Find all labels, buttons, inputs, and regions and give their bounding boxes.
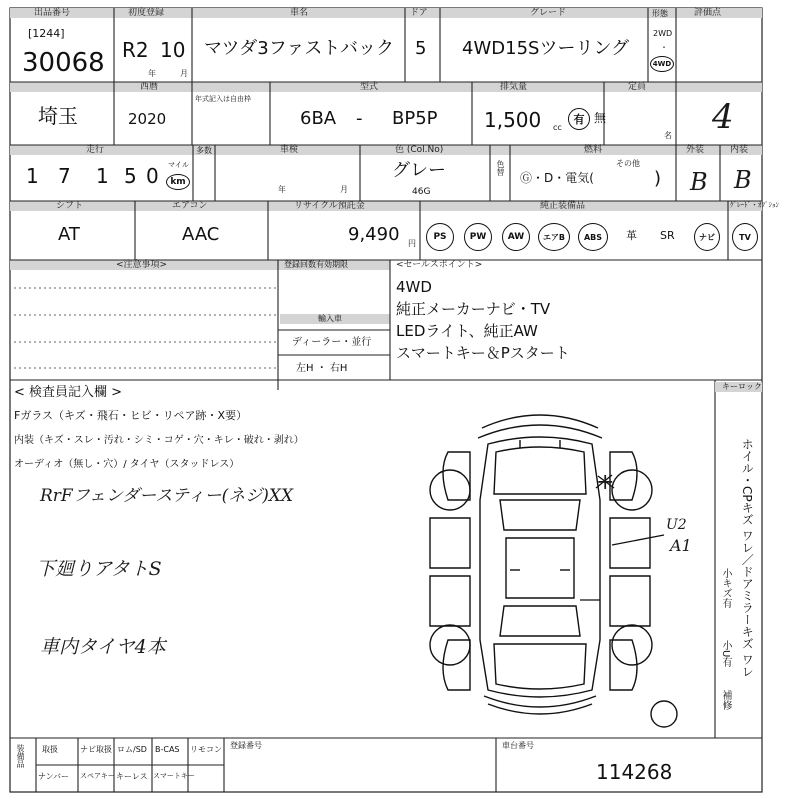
handwritten-note-2: 下廻りアタトS xyxy=(36,558,162,580)
model-prefix: 6BA xyxy=(300,108,337,129)
footer-cell-7: スペアキー xyxy=(80,772,115,780)
equip-airbag: エアB xyxy=(538,223,570,251)
fuel-other: その他 xyxy=(616,159,640,168)
footer-cell-1: 取扱 xyxy=(42,745,58,754)
sakeshi-label: 多数 xyxy=(196,146,212,155)
equip-pw: PW xyxy=(464,223,492,251)
steering-side: 左H ・ 右H xyxy=(296,363,348,374)
car-name: マツダ3ファストバック xyxy=(204,38,395,59)
month-unit: 月 xyxy=(180,69,188,78)
first-reg-label: 初度登録 xyxy=(128,8,165,18)
side-small-3: 補修 xyxy=(720,690,731,710)
car-diagram xyxy=(430,415,677,727)
mileage-label: 走行 xyxy=(86,145,105,155)
import-label: 輸入車 xyxy=(318,314,342,323)
color-label: 色 (Col.No) xyxy=(395,145,444,155)
extra-label: ｸﾞﾚｰﾄﾞ・ｵﾌﾟｼｮﾝ xyxy=(730,201,779,209)
interior-label: 内装 xyxy=(730,145,749,155)
door-type-4wd: 4WD xyxy=(650,56,674,72)
mileage-digit-2: 7 xyxy=(58,164,71,188)
interior-grade: B xyxy=(734,166,752,194)
equip-sr: SR xyxy=(660,229,675,242)
footer-cell-3: ロム/SD xyxy=(117,745,147,754)
side-damage-legend: ホイル・CPキズ ワレ／ドアミラーキズ ワレ xyxy=(740,438,755,678)
inspector-title: < 検査員記入欄 > xyxy=(14,385,123,400)
grade: 4WD15Sツーリング xyxy=(462,38,630,59)
inspection-year: 年 xyxy=(278,185,286,194)
sales-point-1: 4WD xyxy=(396,278,432,296)
recycle-label: リサイクル預託金 xyxy=(294,201,365,211)
sales-label: <セールスポイント> xyxy=(396,260,483,270)
footer-side-label: 装備品 xyxy=(16,744,25,768)
western-label: 西暦 xyxy=(140,82,159,92)
inspector-line-glass: Fガラス（キズ・飛石・ヒビ・リペア跡・X要） xyxy=(14,409,248,422)
footer-cell-9: スマートキー xyxy=(153,772,195,780)
mileage-unit-mile: マイル xyxy=(168,161,189,169)
dealer-parallel: ディーラー・並行 xyxy=(292,337,372,348)
footer-cell-8: キーレス xyxy=(116,772,148,781)
score: 4 xyxy=(712,97,734,137)
fuel-close: ) xyxy=(654,168,662,189)
door-type-dot: ・ xyxy=(660,43,668,52)
lot-label: 出品番号 xyxy=(34,8,71,18)
door-type-2wd: 2WD xyxy=(653,29,673,38)
reg-number-label: 登録番号 xyxy=(230,741,262,750)
color-code: 46G xyxy=(412,187,431,197)
yen-unit: 円 xyxy=(408,239,416,248)
caution-label: <注意事項> xyxy=(116,260,168,270)
footer-cell-5: リモコン xyxy=(190,745,222,754)
diagram-note-u2: U2 xyxy=(666,517,687,533)
capacity-unit: 名 xyxy=(664,131,672,140)
region: 埼玉 xyxy=(38,104,78,128)
displacement: 1,500 xyxy=(484,108,542,132)
model-year-label: 年式記入は自由枠 xyxy=(195,95,251,103)
equip-tv: TV xyxy=(732,223,758,251)
aircon: AAC xyxy=(182,224,220,245)
inspector-line-audio: オーディオ（無し・穴）/ タイヤ（スタッドレス） xyxy=(14,459,240,470)
fuel-label: 燃料 xyxy=(584,145,603,155)
exterior-grade: B xyxy=(690,168,708,196)
sales-point-2: 純正メーカーナビ・TV xyxy=(396,300,551,318)
western-year: 2020 xyxy=(128,110,167,128)
car-name-label: 車名 xyxy=(290,8,309,18)
lot-bracket: [1244] xyxy=(28,27,65,40)
handwritten-note-1: RrFフェンダースティー(ネジ)XX xyxy=(40,486,294,506)
recycle: 9,490 xyxy=(348,224,400,245)
model-type-label: 型式 xyxy=(360,82,379,92)
capacity-label: 定員 xyxy=(628,82,647,92)
mileage-digit-3: 1 xyxy=(96,164,109,188)
score-label: 評価点 xyxy=(694,8,722,18)
fuel-options: Ⓖ・D・電気( xyxy=(520,171,594,185)
sales-point-4: スマートキー＆Pスタート xyxy=(396,344,570,362)
footer-cell-4: B-CAS xyxy=(155,745,180,754)
mileage-unit-km: km xyxy=(166,174,190,190)
diagram-mark: + xyxy=(596,470,615,495)
equip-leather: 革 xyxy=(626,229,637,242)
ac-yes-circled: 有 xyxy=(568,108,590,130)
chassis-number: 114268 xyxy=(596,760,673,784)
side-small-2: 小U有 xyxy=(720,640,731,668)
displacement-label: 排気量 xyxy=(500,82,528,92)
era: R2 xyxy=(122,38,149,62)
reg-count-label: 登録回数有効期限 xyxy=(284,260,348,269)
year-unit: 年 xyxy=(148,69,156,78)
color-change-label: 色替 xyxy=(496,160,505,176)
shift: AT xyxy=(58,224,80,245)
footer-cell-2: ナビ取扱 xyxy=(80,745,112,754)
reg-month: 10 xyxy=(160,38,186,62)
exterior-label: 外装 xyxy=(686,145,705,155)
handwritten-note-3: 車内タイヤ4本 xyxy=(40,636,166,658)
model-dash: - xyxy=(356,108,363,129)
equip-navi: ナビ xyxy=(694,223,720,251)
ac-no: 無 xyxy=(594,111,607,125)
equip-ps: PS xyxy=(426,223,454,251)
footer-cell-6: ナンバー xyxy=(38,772,70,781)
doors-label: ドア xyxy=(410,8,428,18)
chassis-label: 車台番号 xyxy=(502,741,534,750)
equip-abs: ABS xyxy=(578,223,608,251)
mileage-digit-5: 0 xyxy=(146,164,159,188)
equip-aw: AW xyxy=(502,223,530,251)
door-type-label: 形態 xyxy=(652,9,668,18)
side-small-1: 小キズ有 xyxy=(720,568,731,608)
equipment-label: 純正装備品 xyxy=(540,201,586,211)
color: グレー xyxy=(392,160,446,181)
sales-point-3: LEDライト、純正AW xyxy=(396,322,538,340)
cc-unit: cc xyxy=(553,123,562,132)
doors: 5 xyxy=(415,38,427,59)
model-code: BP5P xyxy=(392,108,438,129)
lot-number: 30068 xyxy=(22,48,105,78)
aircon-label: エアコン xyxy=(172,201,208,211)
mileage-digit-4: 5 xyxy=(124,164,137,188)
keylock-label: キーロック xyxy=(722,382,762,391)
inspector-line-interior: 内装（キズ・スレ・汚れ・シミ・コゲ・穴・キレ・破れ・剥れ） xyxy=(14,435,304,446)
mileage-digit-1: 1 xyxy=(26,164,39,188)
inspection-month: 月 xyxy=(340,185,348,194)
diagram-note-a1: A1 xyxy=(670,536,692,555)
inspection-label: 車検 xyxy=(280,145,299,155)
grade-label: グレード xyxy=(530,8,567,18)
shift-label: シフト xyxy=(56,201,84,211)
